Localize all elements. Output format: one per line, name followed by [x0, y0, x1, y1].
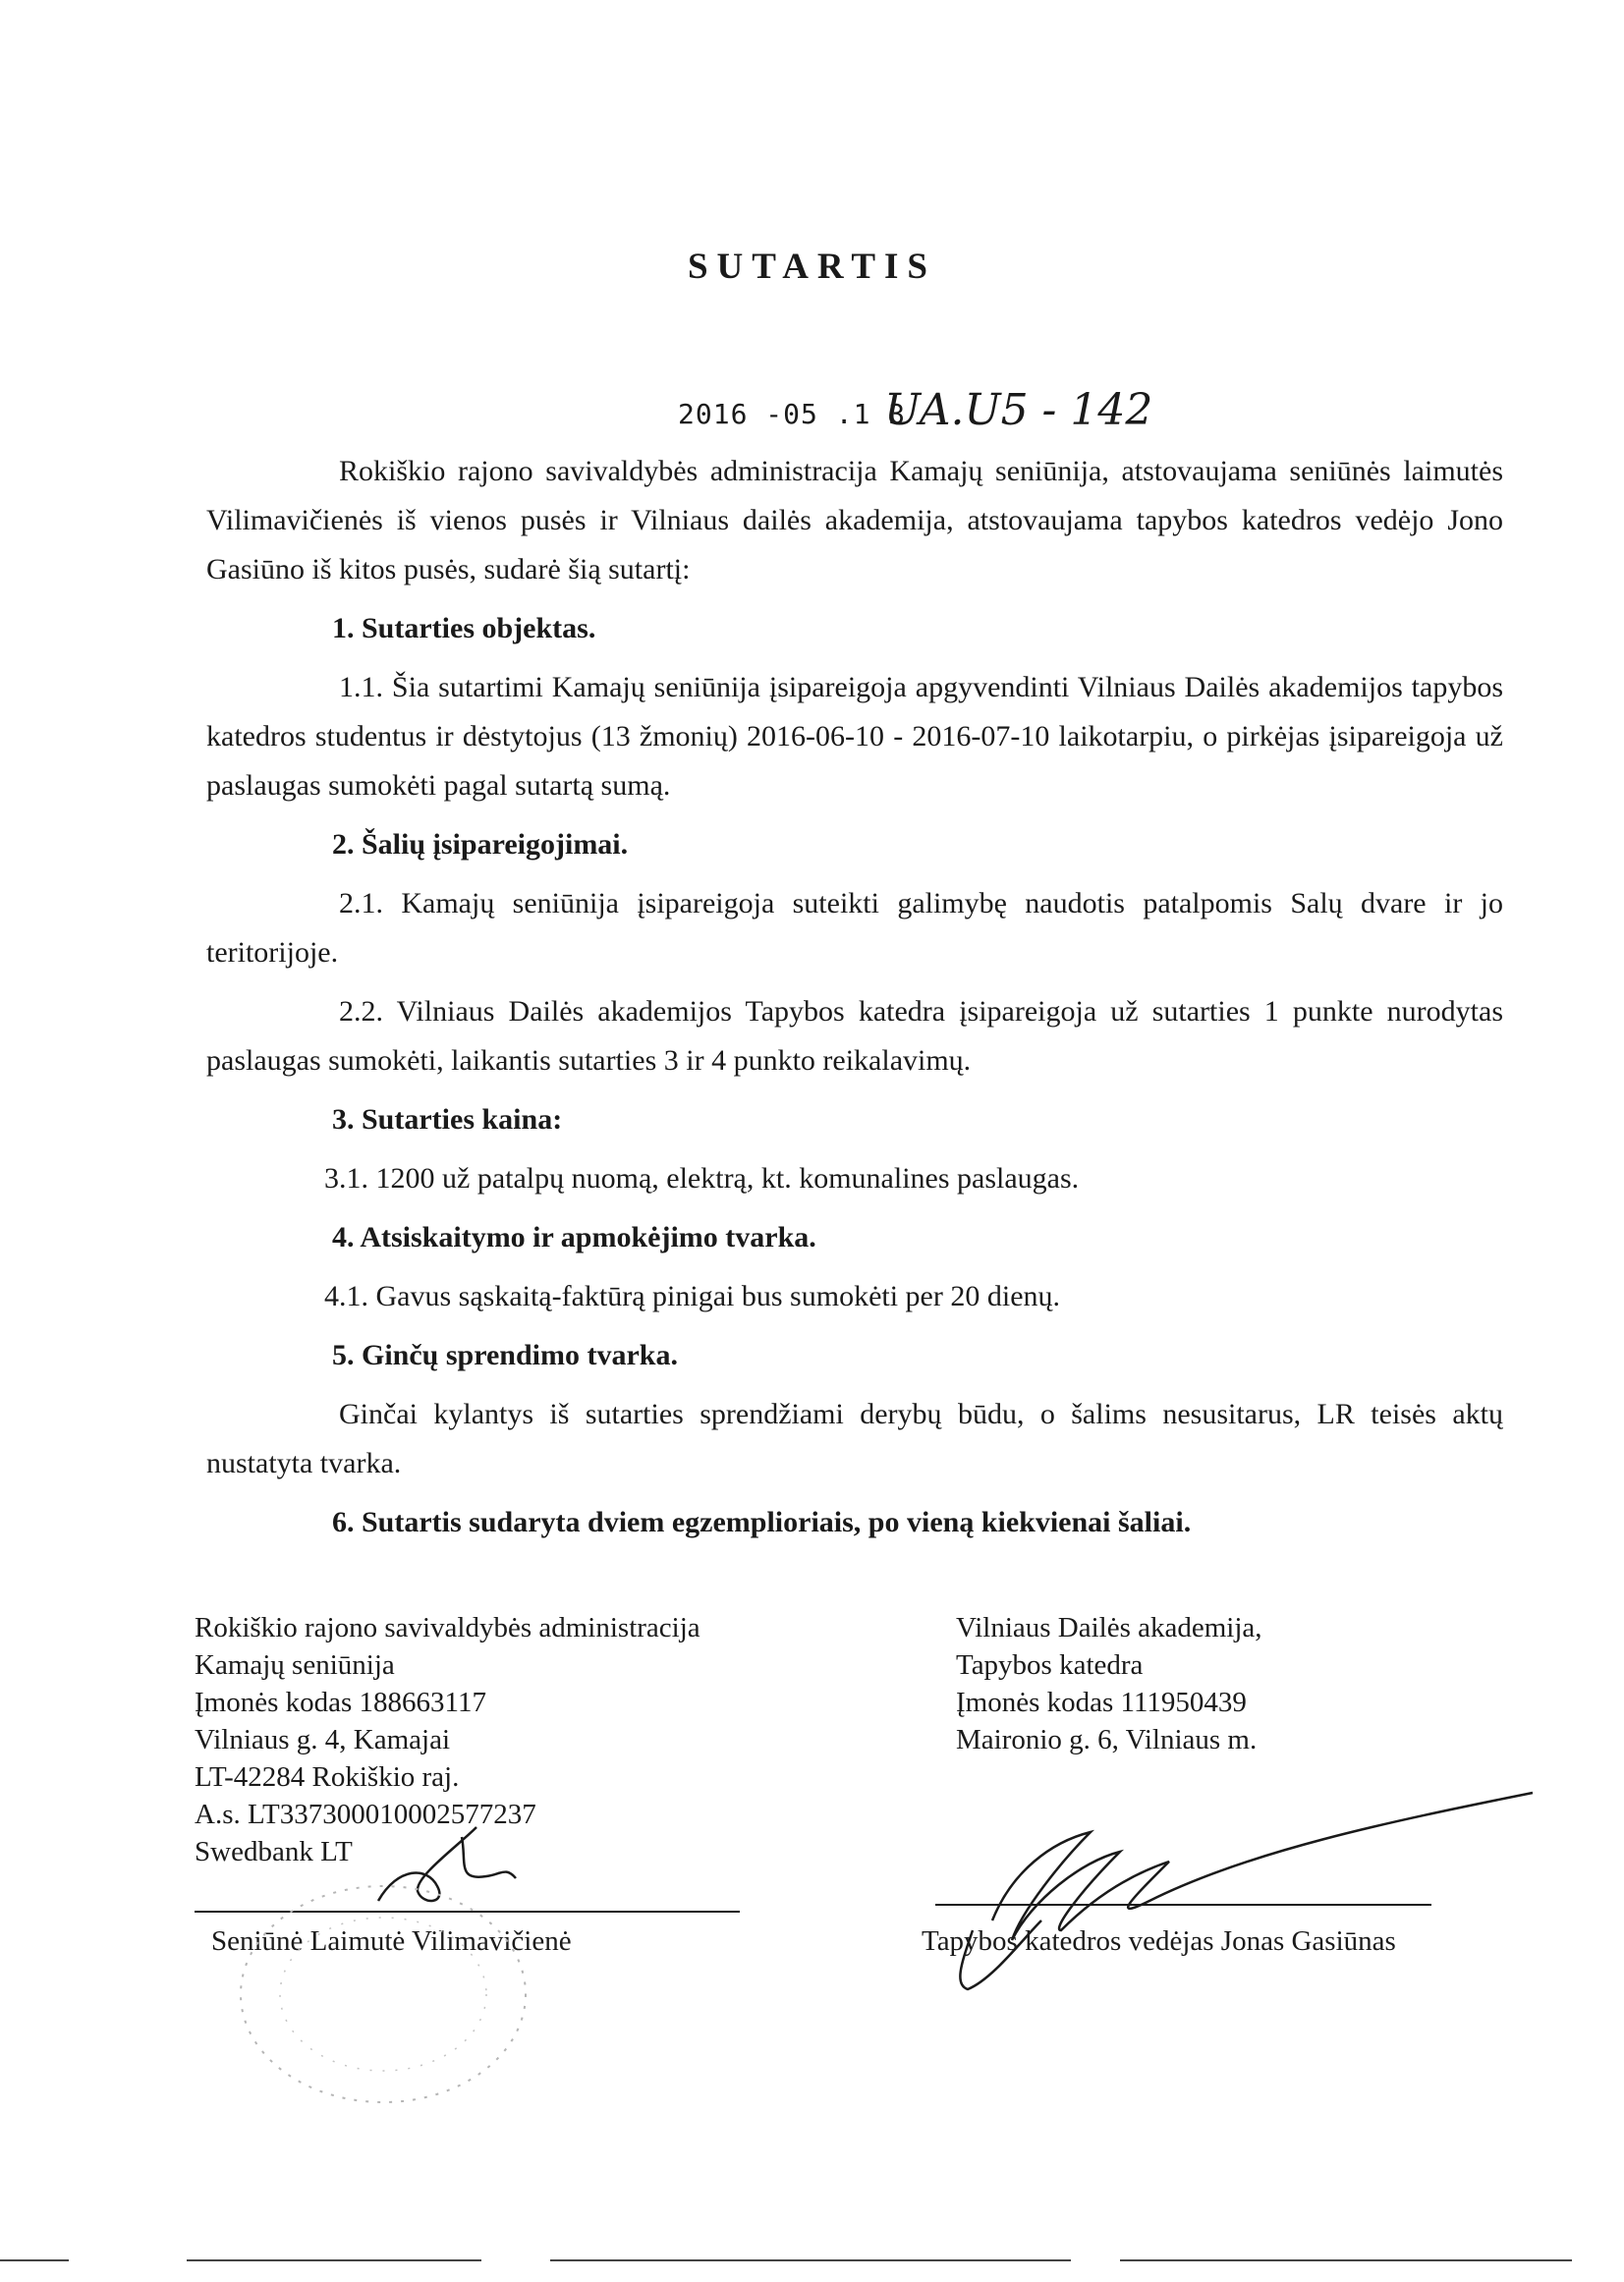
party-right-line: Maironio g. 6, Vilniaus m. [956, 1724, 1258, 1755]
clause-1-1: 1.1. Šia sutartimi Kamajų seniūnija įsipareigoja apgyvendinti Vilniaus Dailės akademijos tapybos katedros studentus ir dėstytojus (13 žmonių) 2016-06-10 - 2016-07-10 laikotarpiu, o pirkėjas įsipareigoja už paslaugas sumokėti pagal sutartą sumą. [206, 671, 1503, 802]
scan-edge-mark [550, 2259, 1071, 2261]
section-1-heading: 1. Sutarties objektas. [332, 612, 596, 644]
seal-stamp [216, 1866, 540, 2122]
party-right-line: Įmonės kodas 111950439 [956, 1687, 1247, 1718]
contract-body [206, 447, 1503, 1547]
left-signatory: Seniūnė Laimutė Vilimavičienė [211, 1925, 572, 1957]
party-right-line: Tapybos katedra [956, 1649, 1144, 1681]
section-4-heading: 4. Atsiskaitymo ir apmokėjimo tvarka. [332, 1221, 816, 1253]
party-right-line: Vilniaus Dailės akademija, [956, 1612, 1262, 1643]
document-title: SUTARTIS [687, 247, 937, 287]
registration-number-handwritten: UA.U5 - 142 [884, 385, 1153, 435]
party-left-line: A.s. LT337300010002577237 [195, 1799, 536, 1830]
right-signature-scribble [933, 1783, 1542, 2009]
clause-2-2: 2.2. Vilniaus Dailės akademijos Tapybos katedra įsipareigoja už sutarties 1 punkte nurodytas paslaugas sumokėti, laikantis sutarties 3 ir 4 punkto reikalavimų. [206, 995, 1503, 1077]
preamble: Rokiškio rajono savivaldybės administracija Kamajų seniūnija, atstovaujama seniūnės laimutės Vilimavičienės iš vienos pusės ir Vilniaus dailės akademija, atstovaujama tapybos katedros vedėjo Jono Gasiūno iš kitos pusės, sudarė šią sutartį: [206, 455, 1503, 585]
registration-date-stamp: 2016 -05 .1 3 [678, 398, 907, 430]
scan-edge-mark [0, 2259, 69, 2261]
clause-4-1: 4.1. Gavus sąskaitą-faktūrą pinigai bus sumokėti per 20 dienų. [324, 1280, 1061, 1312]
scan-edge-mark [187, 2259, 481, 2261]
section-3-heading: 3. Sutarties kaina: [332, 1103, 563, 1136]
scan-edge-mark [1120, 2259, 1572, 2261]
party-right-details [956, 1609, 1262, 1758]
clause-5-text: Ginčai kylantys iš sutarties sprendžiami derybų būdu, o šalims nesusitarus, LR teisės aktų nustatyta tvarka. [206, 1398, 1503, 1479]
right-signatory: Tapybos katedros vedėjas Jonas Gasiūnas [922, 1925, 1396, 1957]
clause-2-1: 2.1. Kamajų seniūnija įsipareigoja suteikti galimybę naudotis patalpomis Salų dvare ir jo teritorijoje. [206, 887, 1503, 969]
party-left-line: Kamajų seniūnija [195, 1649, 395, 1681]
party-left-line: Rokiškio rajono savivaldybės administracija [195, 1612, 700, 1643]
party-left-line: Įmonės kodas 188663117 [195, 1687, 486, 1718]
party-left-line: Swedbank LT [195, 1836, 353, 1867]
party-left-line: LT-42284 Rokiškio raj. [195, 1761, 460, 1793]
section-5-heading: 5. Ginčų sprendimo tvarka. [332, 1339, 678, 1371]
clause-3-1: 3.1. 1200 už patalpų nuomą, elektrą, kt. komunalines paslaugas. [324, 1162, 1080, 1195]
section-6-heading: 6. Sutartis sudaryta dviem egzemplioriais, po vieną kiekvienai šaliai. [332, 1506, 1192, 1538]
party-left-line: Vilniaus g. 4, Kamajai [195, 1724, 451, 1755]
section-2-heading: 2. Šalių įsipareigojimai. [332, 828, 629, 861]
